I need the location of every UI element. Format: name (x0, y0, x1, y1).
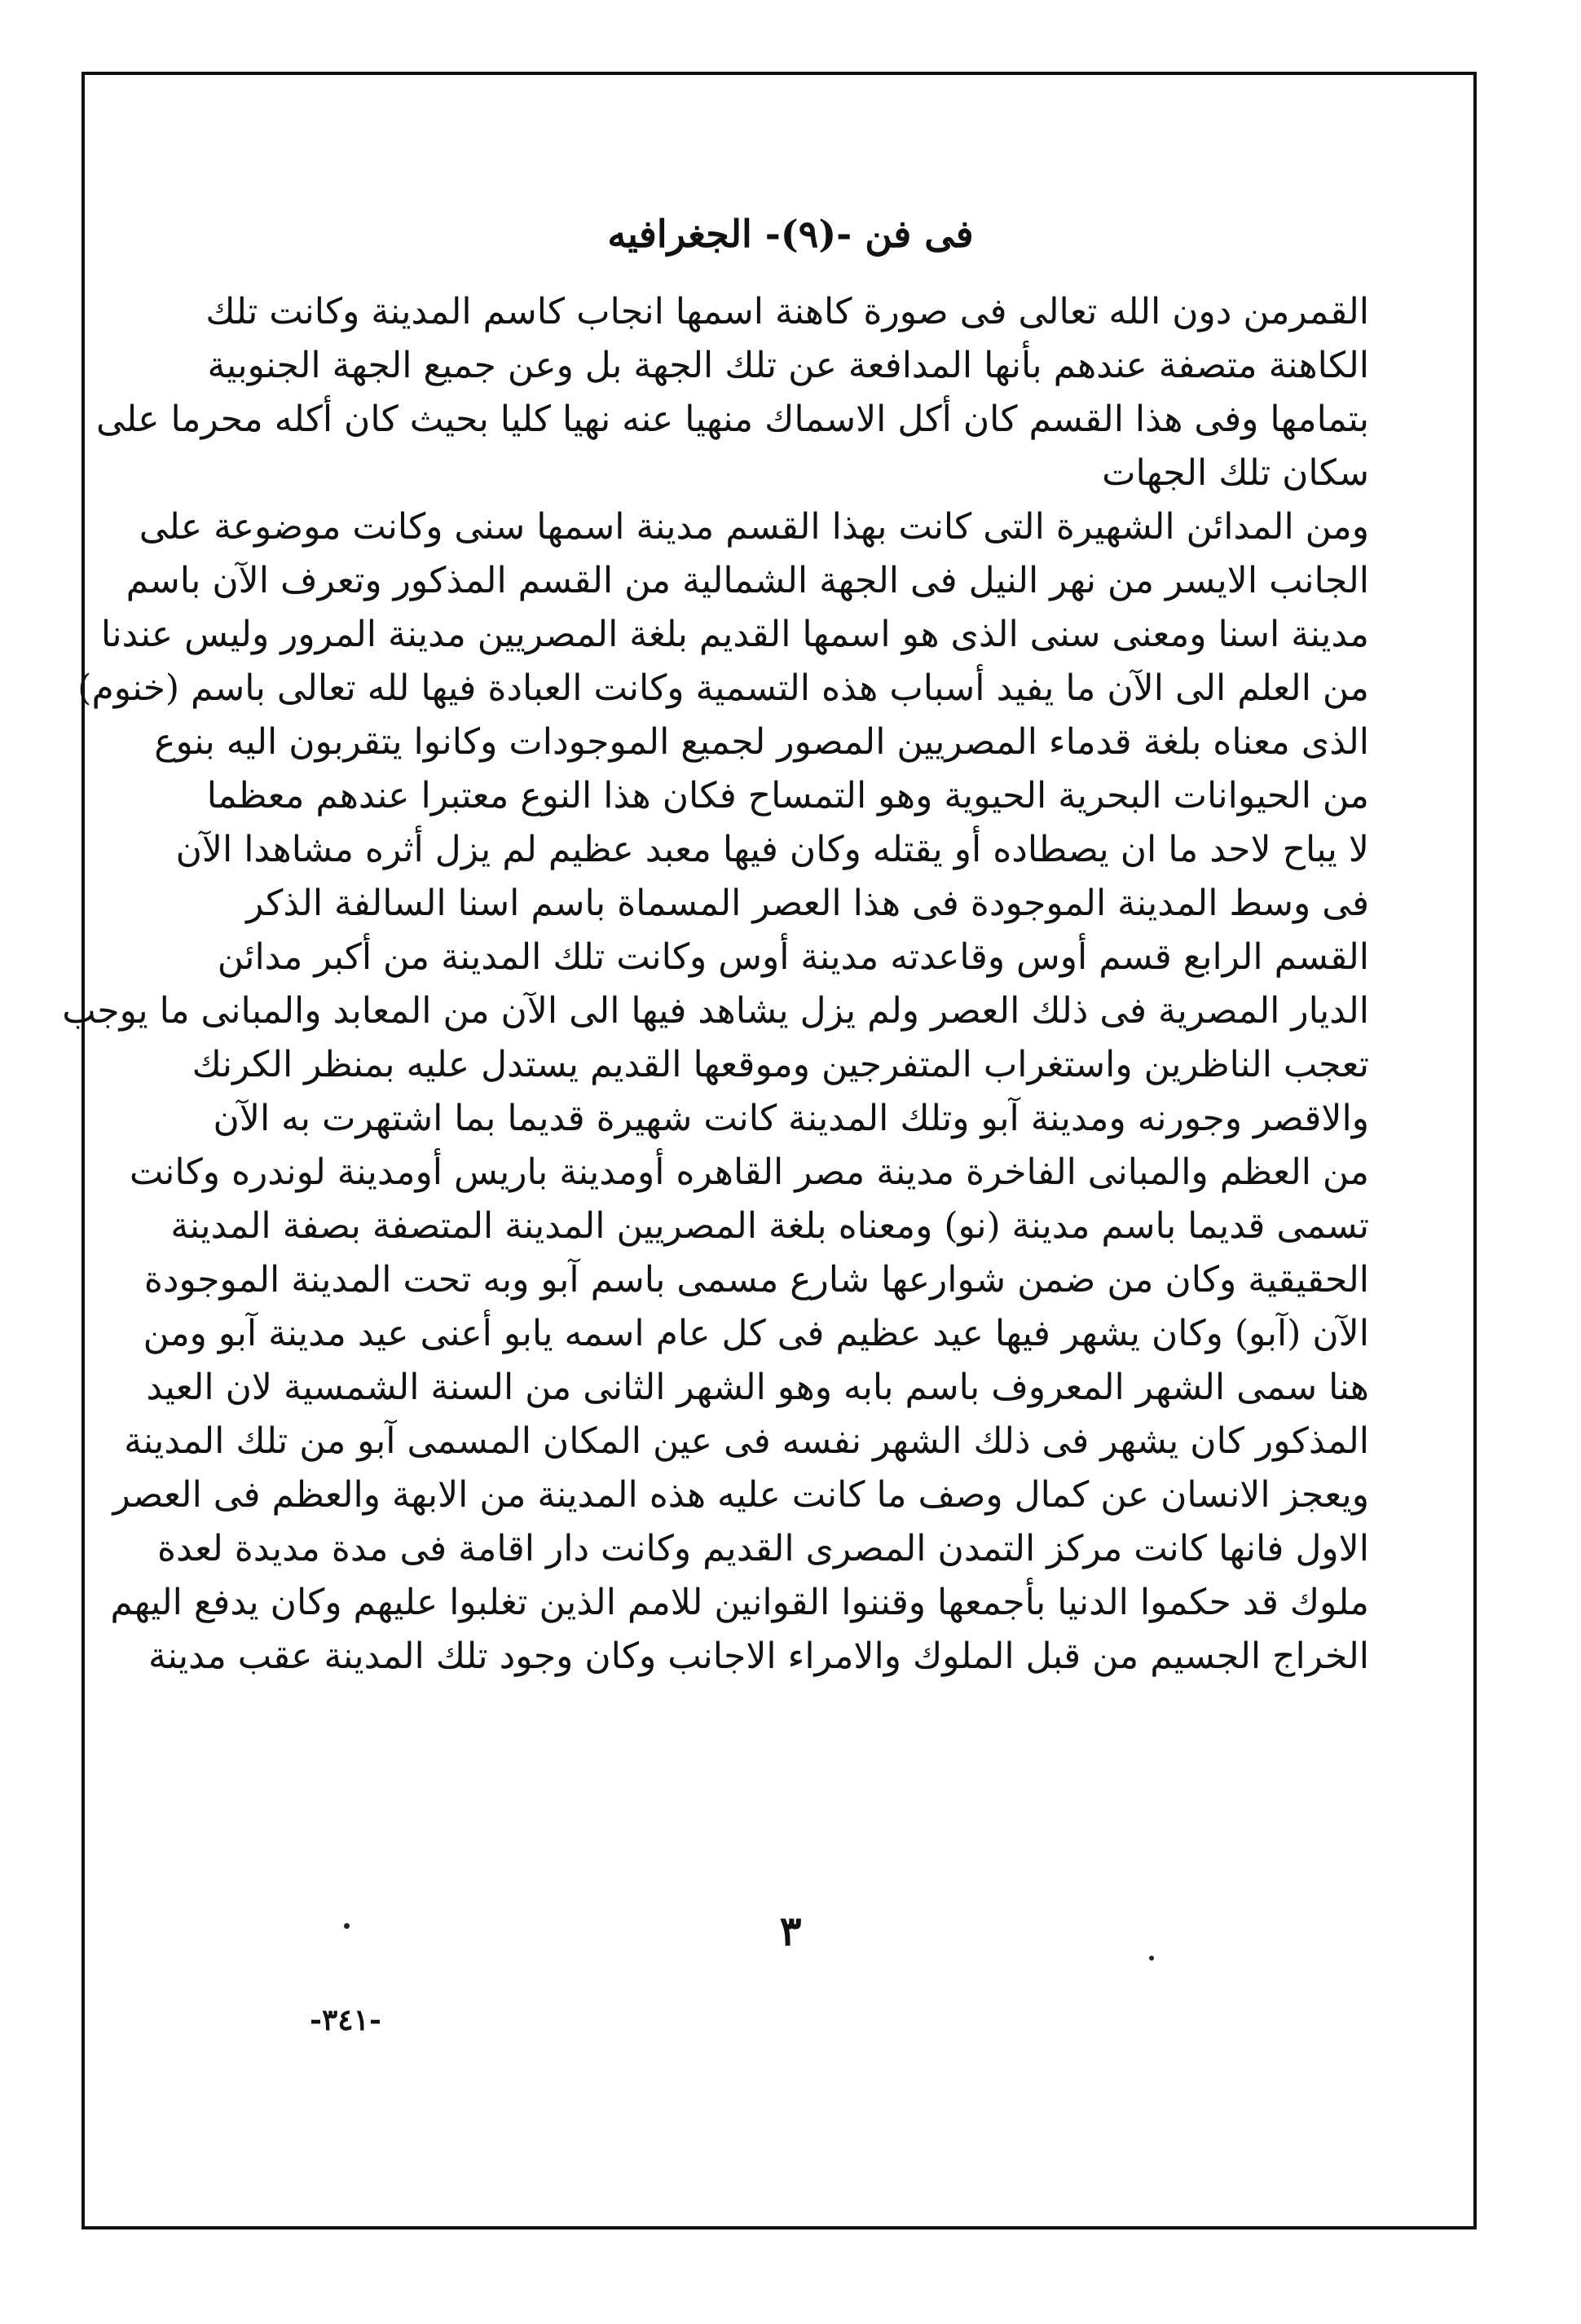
text-line: القسم الرابع قسم أوس وقاعدته مدينة أوس وكانت تلك المدينة من أكبر مدائن (217, 936, 1369, 978)
text-line: من العلم الى الآن ما يفيد أسباب هذه التسمية وكانت العبادة فيها لله تعالى باسم (خنوم) (77, 667, 1369, 709)
running-header: فى فن -(٩)- الجغرافيه (607, 212, 974, 256)
text-line: تسمى قديما باسم مدينة (نو) ومعناه بلغة المصريين المدينة المتصفة بصفة المدينة (170, 1205, 1369, 1247)
text-line: ومن المدائن الشهيرة التى كانت بهذا القسم مدينة اسمها سنى وكانت موضوعة على (139, 506, 1369, 548)
text-line: الاول فانها كانت مركز التمدن المصرى القديم وكانت دار اقامة فى مدة مديدة لعدة (156, 1528, 1369, 1569)
body-text (62, 285, 1369, 1684)
archive-page-stamp: -٣٤١- (310, 2003, 381, 2037)
text-line: والاقصر وجورنه ومدينة آبو وتلك المدينة كانت شهيرة قديما بما اشتهرت به الآن (213, 1098, 1369, 1139)
text-line: الذى معناه بلغة قدماء المصريين المصور لجميع الموجودات وكانوا يتقربون اليه بنوع (154, 721, 1369, 763)
text-line: تعجب الناظرين واستغراب المتفرجين وموقعها القديم يستدل عليه بمنظر الكرنك (192, 1044, 1369, 1085)
text-line: ملوك قد حكموا الدنيا بأجمعها وقننوا القوانين للامم الذين تغلبوا عليهم وكان يدفع اليهم (110, 1582, 1369, 1623)
text-line: بتمامها وفى هذا القسم كان أكل الاسماك منهيا عنه نهيا كليا بحيث كان أكله محرما على (96, 398, 1369, 440)
text-line: الديار المصرية فى ذلك العصر ولم يزل يشاهد فيها الى الآن من المعابد والمبانى ما يوجب (62, 990, 1369, 1032)
text-line: المذكور كان يشهر فى ذلك الشهر نفسه فى عين المكان المسمى آبو من تلك المدينة (124, 1420, 1369, 1462)
text-line: من العظم والمبانى الفاخرة مدينة مصر القاهره أومدينة باريس أومدينة لوندره وكانت (129, 1151, 1369, 1193)
text-line: الحقيقية وكان من ضمن شوارعها شارع مسمى باسم آبو وبه تحت المدينة الموجودة (143, 1259, 1369, 1301)
text-line: الخراج الجسيم من قبل الملوك والامراء الاجانب وكان وجود تلك المدينة عقب مدينة (148, 1635, 1369, 1677)
text-line: الآن (آبو) وكان يشهر فيها عيد عظيم فى كل عام اسمه يابو أعنى عيد مدينة آبو ومن (143, 1313, 1369, 1354)
text-line: من الحيوانات البحرية الحيوية وهو التمساح فكان هذا النوع معتبرا عندهم معظما (206, 775, 1369, 816)
page-number: ٣ (779, 1907, 802, 1955)
text-line: فى وسط المدينة الموجودة فى هذا العصر المسماة باسم اسنا السالفة الذكر (246, 883, 1369, 924)
text-line: مدينة اسنا ومعنى سنى الذى هو اسمها القديم بلغة المصريين مدينة المرور وليس عندنا (100, 614, 1369, 655)
text-line: هنا سمى الشهر المعروف باسم بابه وهو الشهر الثانى من السنة الشمسية لان العيد (146, 1367, 1369, 1408)
text-line: لا يباح لاحد ما ان يصطاده أو يقتله وكان فيها معبد عظيم لم يزل أثره مشاهدا الآن (175, 829, 1369, 870)
text-line: الجانب الايسر من نهر النيل فى الجهة الشمالية من القسم المذكور وتعرف الآن باسم (126, 560, 1369, 601)
scan-speck (1149, 1956, 1154, 1961)
text-line: الكاهنة متصفة عندهم بأنها المدافعة عن تلك الجهة بل وعن جميع الجهة الجنوبية (207, 345, 1369, 386)
text-line: القمرمن دون الله تعالى فى صورة كاهنة اسمها انجاب كاسم المدينة وكانت تلك (205, 291, 1369, 332)
text-line: ويعجز الانسان عن كمال وصف ما كانت عليه هذه المدينة من الابهة والعظم فى العصر (112, 1474, 1369, 1516)
text-line: سكان تلك الجهات (1102, 452, 1369, 494)
